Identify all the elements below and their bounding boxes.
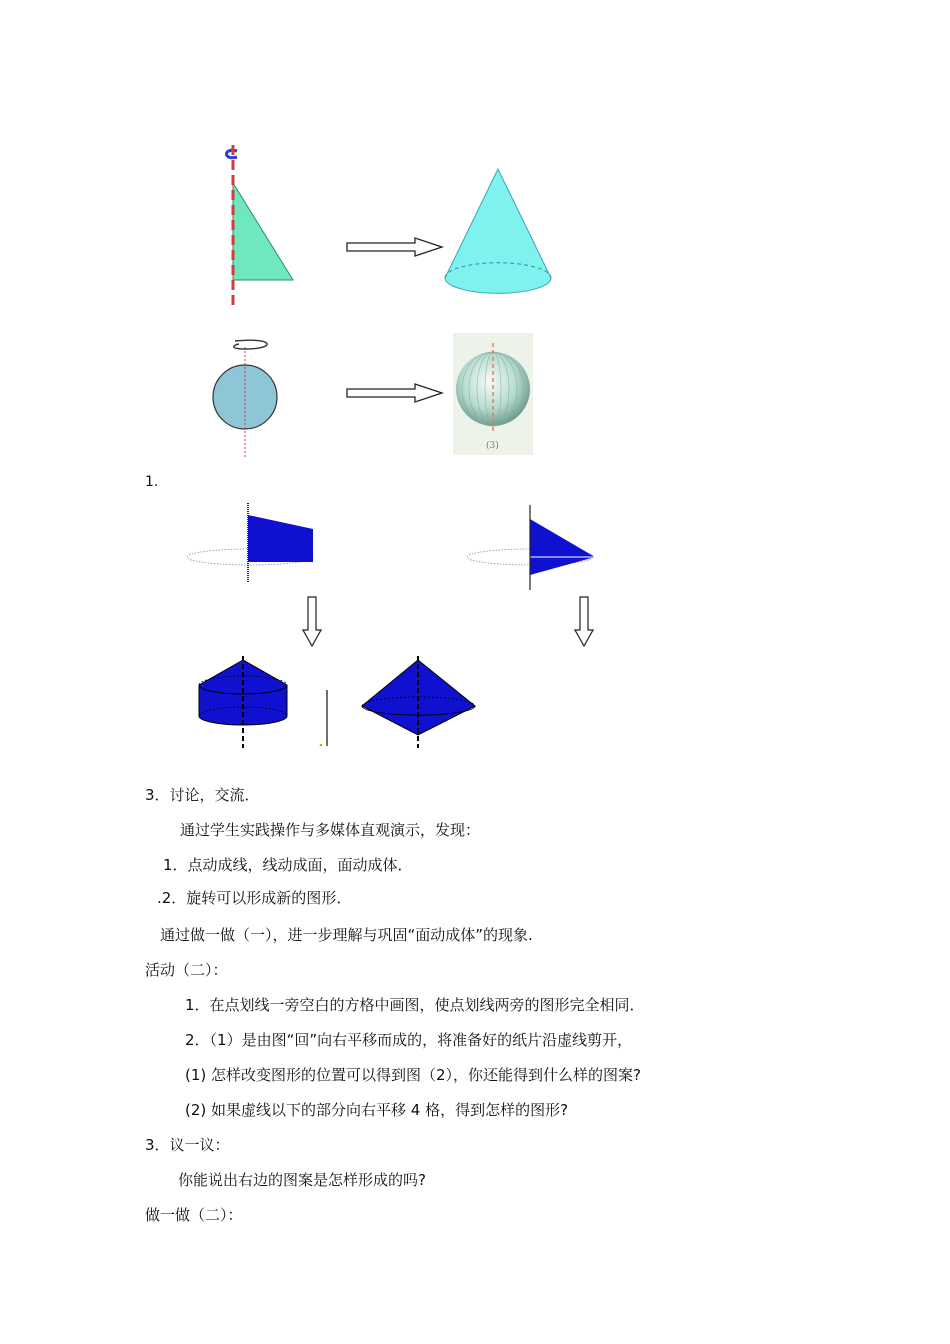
question-1: (1) 怎样改变图形的位置可以得到图（2），你还能得到什么样的图案? [185,1066,642,1084]
trapezoid-shape [248,515,313,562]
sphere-picture [453,333,533,455]
trapezoid-rotation-figure [185,503,325,585]
summary-paragraph: 通过做一做（一），进一步理解与巩固“面动成体”的现象. [160,926,533,944]
down-arrow-icon [574,596,594,648]
finding-point-1: 1．点动成线，线动成面，面动成体． [163,856,413,874]
discuss-question: 你能说出右边的图案是怎样形成的吗? [178,1171,426,1189]
question-2: (2) 如果虚线以下的部分向右平移 4 格，得到怎样的图形? [185,1101,569,1119]
heading-discuss: 3．讨论，交流． [145,786,260,804]
cone-figure [440,165,555,297]
triangle-rotation-figure [215,145,315,310]
right-arrow-icon [345,382,445,404]
intro-paragraph: 通过学生实践操作与多媒体直观演示，发现： [180,821,481,839]
finding-point-2: .2．旋转可以形成新的图形． [157,889,352,907]
circle-rotation-figure [205,333,285,461]
figure-label-1: 1. [145,474,159,490]
triangle-shape [530,519,595,575]
double-cone-solid [360,656,478,750]
down-arrow-icon [302,596,322,648]
task-2: 2．（1）是由图“回”向右平移而成的，将准备好的纸片沿虚线剪开， [185,1031,633,1049]
heading-discuss-2: 3．议一议： [145,1136,230,1154]
rotation-arrow-icon [234,340,267,349]
separator-line [318,688,330,750]
task-1: 1．在点划线一旁空白的方格中画图，使点划线两旁的图形完全相同． [185,996,645,1014]
triangle-rotation-figure-2 [465,505,600,591]
activity-2-heading: 活动（二）： [145,961,228,979]
cone-body [445,169,551,293]
right-arrow-icon [345,236,445,258]
do-it-2-heading: 做一做（二）： [145,1206,243,1224]
right-triangle [233,183,293,280]
sphere-caption: (3) [486,441,499,451]
cone-cylinder-solid [195,656,291,750]
